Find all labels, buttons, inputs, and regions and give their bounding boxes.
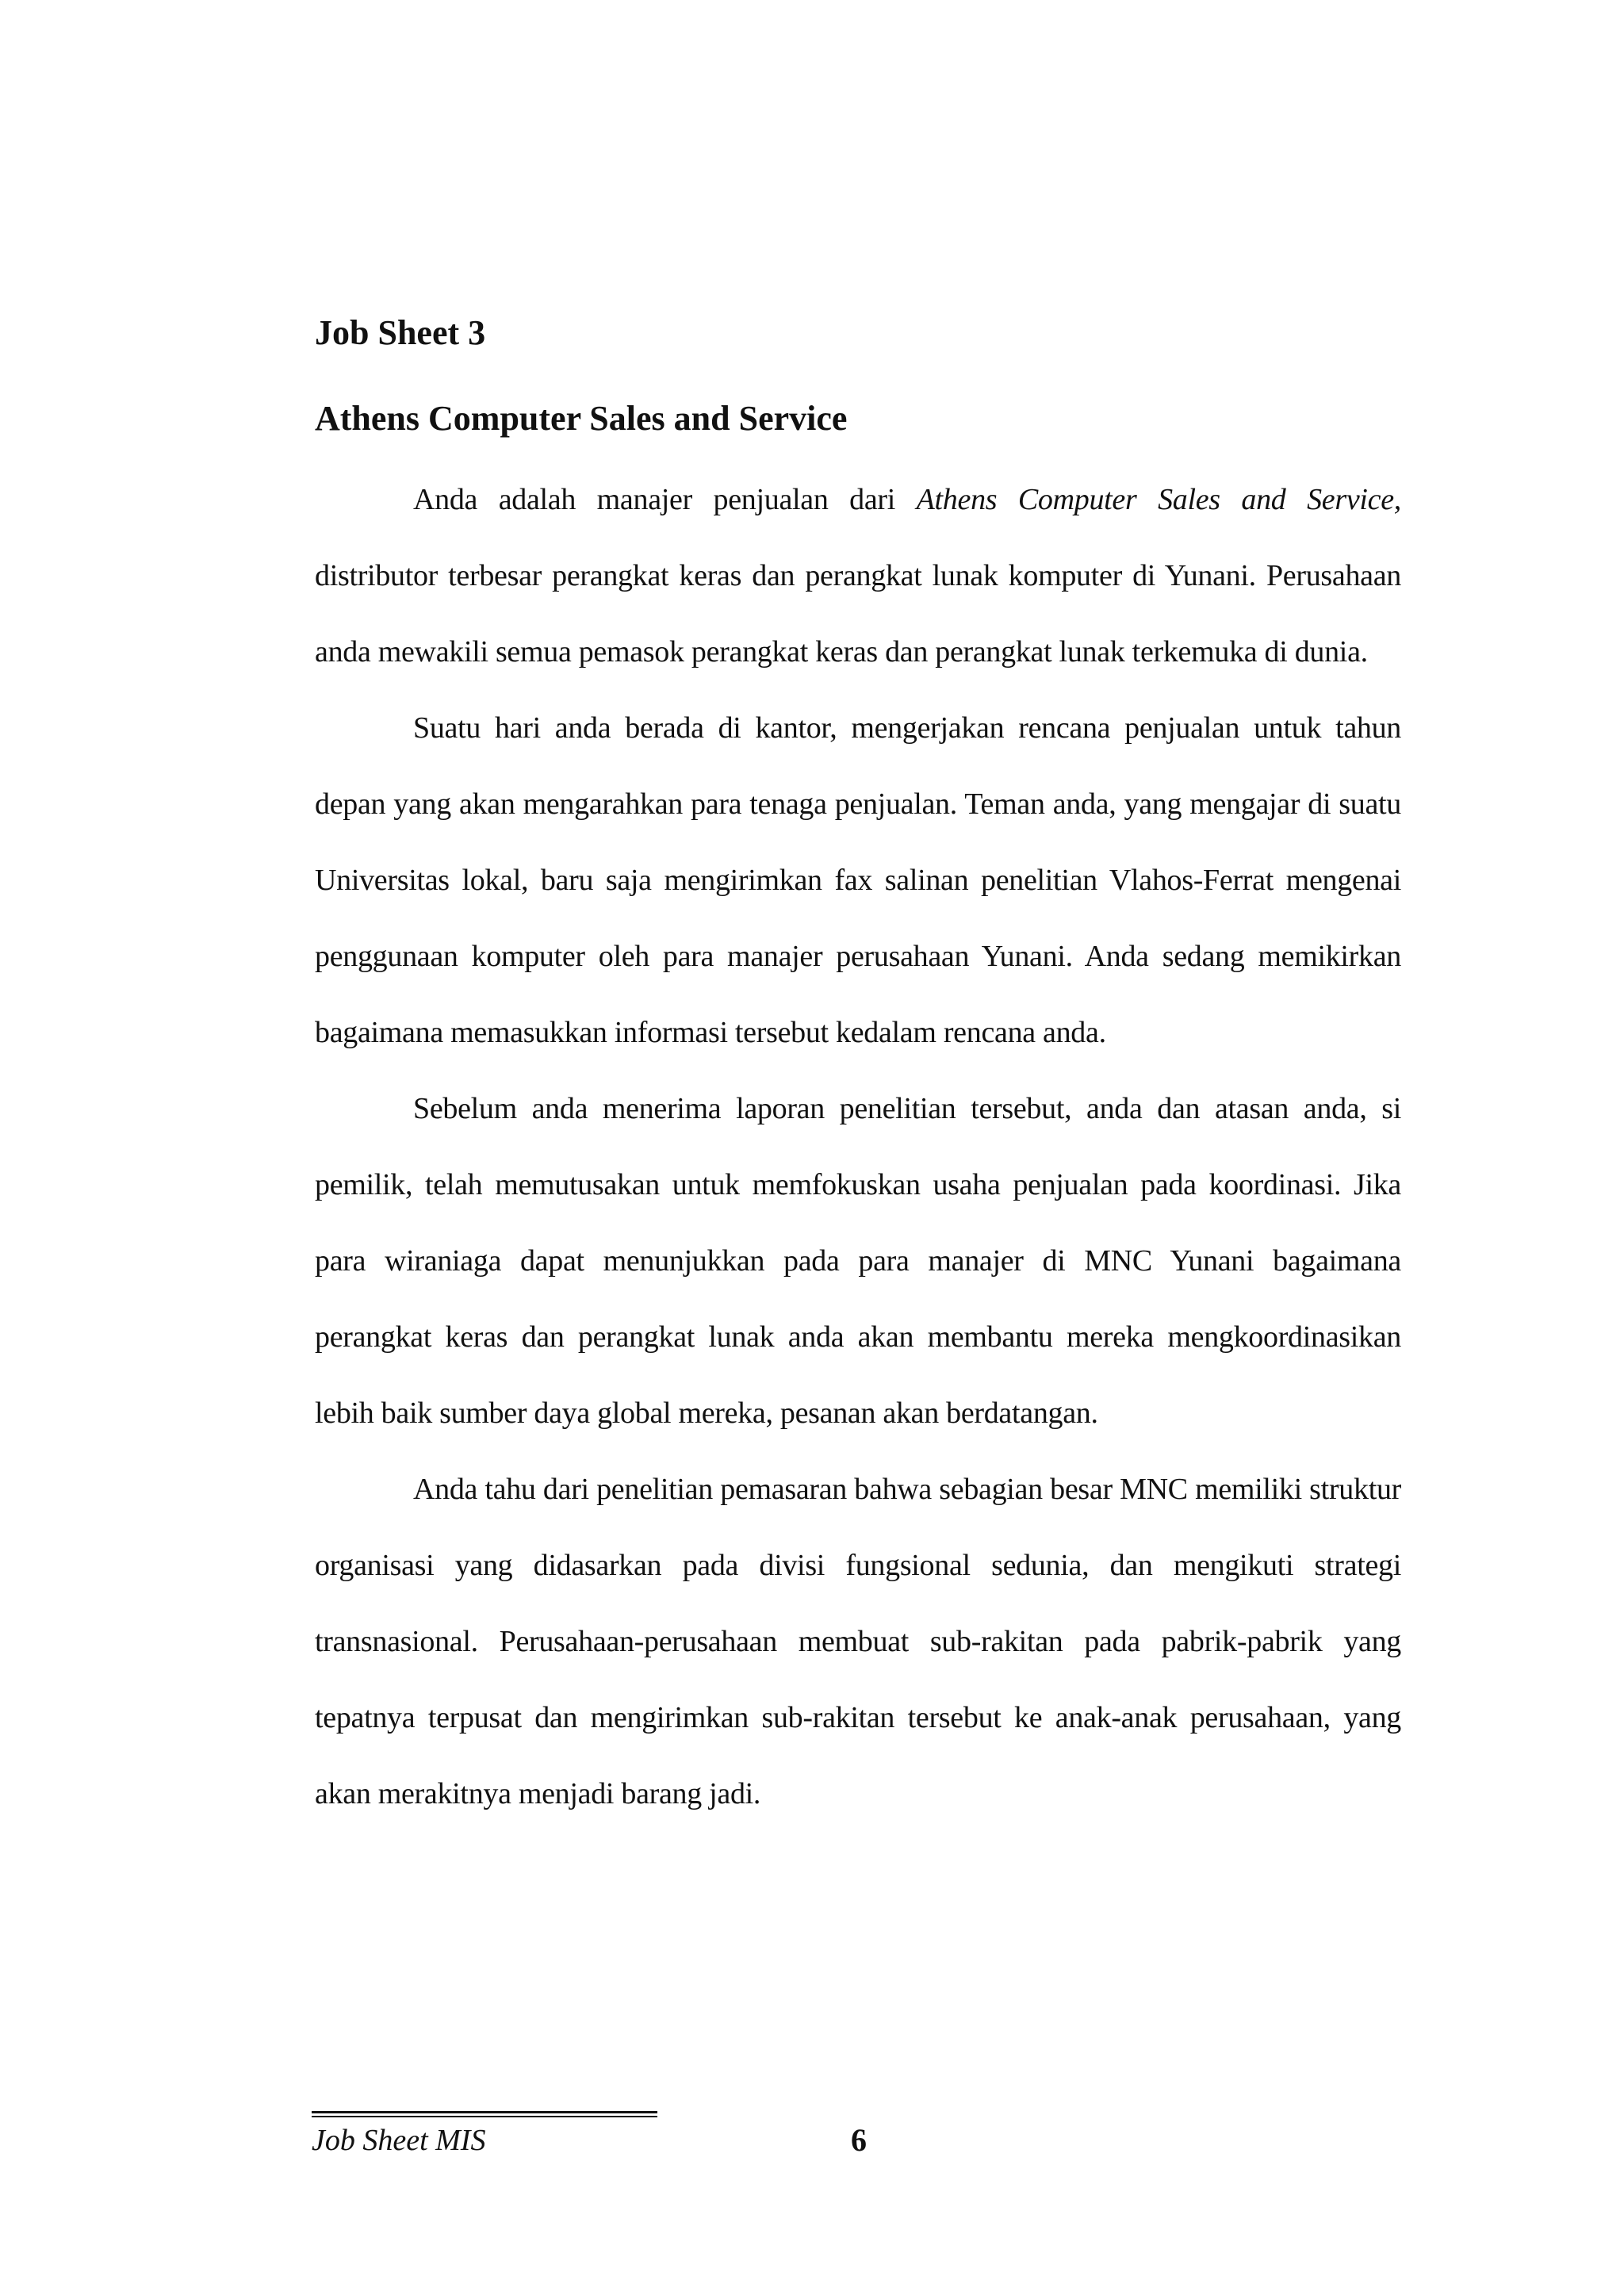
page-footer [312,2111,1406,2174]
footer-double-rule [312,2111,657,2117]
paragraph-4: Anda tahu dari penelitian pemasaran bahwa sebagian besar MNC memiliki struktur organisasi yang didasarkan pada divisi fungsional sedunia, dan mengikuti strategi transnasional. Perusahaan-perusahaan membuat sub-rakitan pada pabrik-pabrik yang tepatnya terpusat dan mengirimkan sub-rakitan tersebut ke anak-anak perusahaan, yang akan merakitnya menjadi barang jadi. [315,1473,1401,1810]
page-number: 6 [851,2122,867,2158]
paragraph-1-rest: distributor terbesar perangkat keras dan perangkat lunak komputer di Yunani. Perusahaan anda mewakili semua pemasok perangkat keras dan perangkat lunak terkemuka di dunia. [315,559,1401,669]
paragraph-1 [315,462,1401,690]
footer-label: Job Sheet MIS [312,2124,486,2157]
paragraph-2: Suatu hari anda berada di kantor, mengerjakan rencana penjualan untuk tahun depan yang akan mengarahkan para tenaga penjualan. Teman anda, yang mengajar di suatu Universitas lokal, baru saja mengirimkan fax salinan penelitian Vlahos-Ferrat mengenai penggunaan komputer oleh para manajer perusahaan Yunani. Anda sedang memikirkan bagaimana memasukkan informasi tersebut kedalam rencana anda. [315,711,1401,1049]
job-sheet-subtitle: Athens Computer Sales and Service [315,399,848,438]
page-content [315,309,1401,1832]
company-name: Athens Computer Sales and Service, [916,483,1401,516]
job-sheet-title: Job Sheet 3 [315,313,486,352]
body-text [315,462,1401,1832]
paragraph-1-intro: Anda adalah manajer penjualan dari [413,483,917,516]
paragraph-3: Sebelum anda menerima laporan penelitian tersebut, anda dan atasan anda, si pemilik, telah memutusakan untuk memfokuskan usaha penjualan pada koordinasi. Jika para wiraniaga dapat menunjukkan pada para manajer di MNC Yunani bagaimana perangkat keras dan perangkat lunak anda akan membantu mereka mengkoordinasikan lebih baik sumber daya global mereka, pesanan akan berdatangan. [315,1092,1401,1430]
